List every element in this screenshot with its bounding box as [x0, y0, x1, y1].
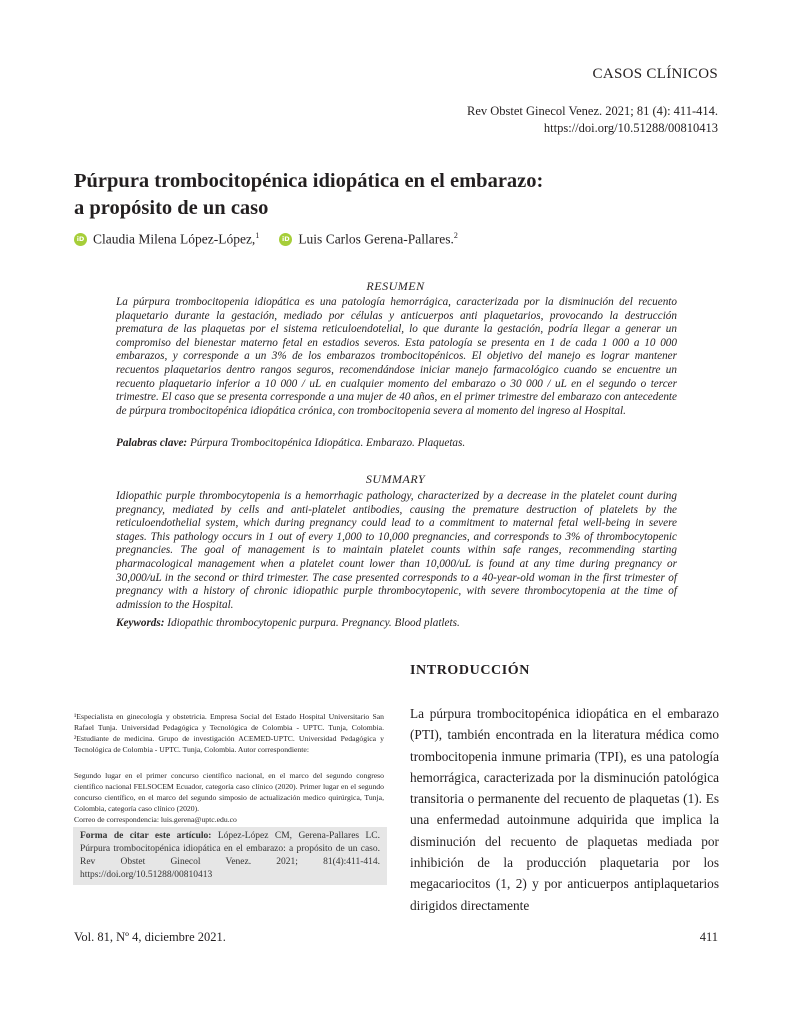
resumen-body: La púrpura trombocitopenia idiopática es una patología hemorrágica, caracterizada por la disminución del recuento plaquetario durante la gestación, mediado por células y anticuerpos anti plaquetarios, provocando la destrucción prematura de las plaquetas por el sistema reticuloendotelial, lo que durante la gestación, podría llegar a generar un compromiso del bienestar materno fetal en estadios severos. Esta patología se presenta en 1 de cada 1 000 a 10 000 embarazos, y corresponde a un 3% de los embarazos trombocitopénicos. El objetivo del manejo es lograr mantener recuentos plaquetarios dentro rangos seguros, recomendándose iniciar manejo farmacológico cuando se encuentre un recuento plaquetario inferior a 10 000 / uL en cualquier momento del embarazo o 30 000 / uL en el segundo o tercer trimestre. El caso que se presenta corresponde a una mujer de 40 años, en el primer trimestre del embarazo con antecedente de púrpura trombocitopénica idiopática crónica, con trombocitopenia severa al momento del ingreso al Hospital.: [116, 296, 677, 417]
cite-box-label: Forma de citar este artículo:: [80, 831, 212, 841]
resumen-heading: RESUMEN: [366, 279, 425, 293]
author-list: [74, 231, 458, 248]
journal-citation: [467, 103, 718, 137]
awards-footnote: Segundo lugar en el primer concurso científico nacional, en el marco del segundo congreso científico nacional FELSOCEM Ecuador, categoría caso clínico (2020). Primer lugar en el segundo concurso científico, en el marco del segundo simposio de actualización medico quirúrgica, Tunja, Colombia, categoría caso clínico (2020).: [74, 771, 384, 813]
author-name: Claudia Milena López-López,$^1$: [93, 231, 260, 247]
introduccion-heading: INTRODUCCIÓN: [410, 663, 530, 678]
page-number: 411: [699, 930, 718, 944]
keywords: [116, 617, 677, 631]
correspondence-footnote: Correo de correspondencia: luis.gerena@uptc.edu.co: [74, 815, 237, 824]
keywords-text: Púrpura Trombocitopénica Idiopática. Embarazo. Plaquetas.: [189, 437, 466, 449]
palabras-clave: [116, 437, 677, 451]
keywords-text: Idiopathic thrombocytopenic purpura. Pregnancy. Blood platlets.: [167, 617, 460, 629]
cite-box-text: López-López CM, Gerena-Pallares LC. Púrpura trombocitopénica idiopática en el embarazo: a propósito de un caso. Rev Obstet Ginecol Venez. 2021; 81(4):411-414. https://doi.org/10.51288/00810413: [80, 831, 381, 880]
title-line-2: a propósito de un caso: [74, 197, 269, 219]
keywords-label: Keywords:: [116, 617, 165, 629]
author-name: Luis Carlos Gerena-Pallares.$^2$: [298, 231, 458, 247]
orcid-icon[interactable]: iD: [74, 233, 87, 246]
doi-link[interactable]: https://doi.org/10.51288/00810413: [543, 121, 718, 135]
keywords-label: Palabras clave:: [116, 437, 188, 449]
summary-heading: SUMMARY: [365, 472, 426, 486]
title-line-1: Púrpura trombocitopénica idiopática en el embarazo:: [74, 170, 544, 192]
cite-box: [73, 827, 387, 885]
introduccion-body: La púrpura trombocitopénica idiopática en el embarazo (PTI), también encontrada en la literatura médica como trombocitopenia inmune primaria (TPI), es una patología hemorrágica, caracterizada por la disminución patológica transitoria o permanente del recuento de plaquetas (1). Es una enfermedad autoinmune adquirida que implica la disminución del recuento de plaquetas mediada por inhibición de la producción plaquetaria por los megacariocitos (1, 2) y por anticuerpos antiplaquetarios dirigidos directamente: [410, 706, 719, 913]
orcid-icon[interactable]: iD: [279, 233, 292, 246]
article-title: [74, 168, 714, 222]
affiliations-footnote: ¹Especialista en ginecología y obstetricia. Empresa Social del Estado Hospital Universitario San Rafael Tunja. Universidad Pedagógica y Tecnológica de Colombia - UPTC. Tunja, Colombia. ²Estudiante de medicina. Grupo de investigación ACEMED-UPTC. Universidad Pedagógica y Tecnológica de Colombia - UPTC. Tunja, Colombia. Autor correspondiente:: [74, 712, 384, 754]
section-label: CASOS CLÍNICOS: [592, 66, 718, 82]
footer-volume: Vol. 81, Nº 4, diciembre 2021.: [74, 930, 226, 944]
journal-reference: Rev Obstet Ginecol Venez. 2021; 81 (4): 411-414.: [467, 104, 718, 118]
summary-body: Idiopathic purple thrombocytopenia is a hemorrhagic pathology, characterized by a decrease in the platelet count during pregnancy, mediated by cells and anti-platelet antibodies, causing the premature destruction of platelets by the reticuloendothelial system, which during pregnancy could lead to a commitment to maternal fetal well-being in severe stages. This pathology occurs in 1 out of every 1,000 to 10,000 pregnancies, and corresponds to 3% of thrombocytopenic pregnancies. The goal of management is to maintain platelet counts within safe ranges, recommending starting pharmacological management when a platelet count lower than 10,000/uL is found at any time during pregnancy or 30,000/uL in the second or third trimester. The case presented corresponds to a 40-year-old woman in the first trimester of pregnancy with a history of chronic idiopathic purple thrombocytopenic, with severe thrombocytopenia at the time of admission to the Hospital.: [116, 490, 677, 611]
